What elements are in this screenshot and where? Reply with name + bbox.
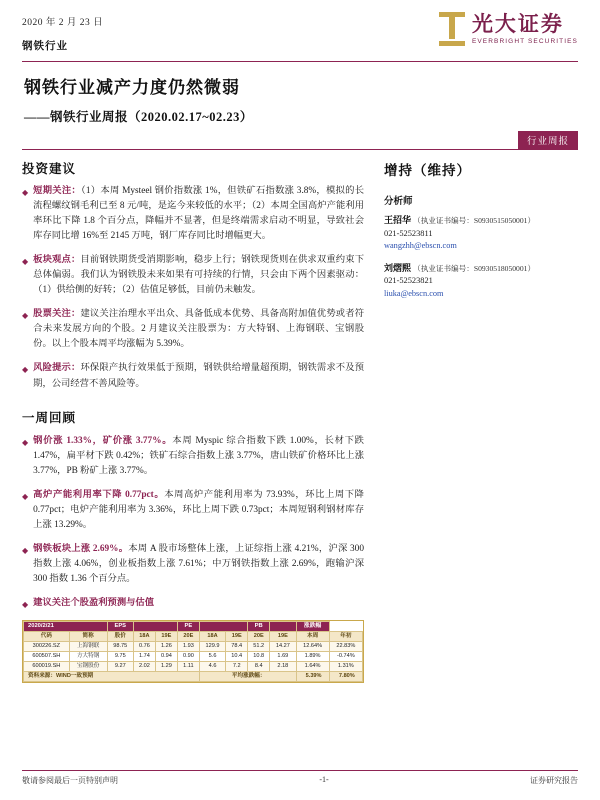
rating-label: 增持（维持）: [384, 163, 471, 178]
cell-pe-18a: 4.6: [199, 662, 225, 672]
footer-left: 敬请参阅最后一页特别声明: [22, 776, 118, 785]
analyst-name: 刘熠熙: [384, 262, 412, 273]
header-left: [22, 12, 103, 53]
cell-eps-18a: 2.02: [133, 662, 155, 672]
cell-chg-ytd: 1.31%: [329, 662, 362, 672]
logo-text-en: EVERBRIGHT SECURITIES: [471, 37, 578, 45]
table-col-header: 20E: [177, 632, 199, 642]
analyst-phone: 021-52523821: [384, 276, 433, 286]
advice-item: [22, 307, 364, 352]
diamond-bullet-icon: ◆: [22, 311, 29, 321]
advice-label: 股票关注：: [33, 309, 81, 320]
badge-row: [22, 131, 578, 149]
table-source-note: 资料来源：WIND一致预期: [24, 672, 200, 682]
page-title: 钢铁行业减产力度仍然微弱: [24, 78, 240, 97]
valuation-table: [22, 620, 364, 683]
review-text: 本周 A 股市场整体上涨，上证综指上涨 4.21%，沪深 300 指数上涨 4.06%，创业板指数上涨 7.61%；中万钢铁指数上涨 2.69%，跑输沪深 300 指数 1.36 个百分点。: [33, 543, 364, 584]
advice-text: （1）本周 Mysteel 钢价指数涨 1%，但铁矿石指数涨 3.8%，模拟的长流程螺纹钢毛利已至 8 元/吨，是迄今来较低的水平；（2）本周全国高炉产能利用率环比下降 1.8 个百分点，降幅并不显著，但是终端需求启动不明显，导致社会库存同比增 16%至 2145 万吨，钢厂库存同比时增幅更大。: [33, 186, 364, 242]
diamond-bullet-icon: ◆: [22, 257, 29, 267]
analyst-email[interactable]: wangzhh@ebscn.com: [384, 241, 457, 251]
report-date: 2020 年 2 月 23 日: [22, 18, 104, 28]
logo-text-cn: 光大证券: [471, 12, 564, 36]
table-col-header: 20E: [248, 632, 270, 642]
table-row: [24, 642, 363, 652]
table-col-header: 19E: [226, 632, 248, 642]
diamond-bullet-icon: ◆: [22, 365, 29, 375]
diamond-bullet-icon: ◆: [22, 188, 29, 197]
cell-code: 600019.SH: [24, 662, 70, 672]
review-text: 本周高炉产能利用率为 73.93%，环比上周下降 0.77pct；电炉产能利用率为 3.36%，环比上周下跌 0.73pct；本周短钢利钢材库存上涨 13.29%。: [33, 489, 364, 530]
cell-pe-20e: 8.4: [248, 662, 270, 672]
diamond-bullet-icon: ◆: [22, 491, 29, 501]
table-avg-label: 平均涨跌幅：: [199, 672, 296, 682]
table-footer-row: [24, 672, 363, 682]
table-col-header: 19E: [155, 632, 177, 642]
cell-pe-18a: 5.6: [199, 652, 225, 662]
table-col-header: 19E: [270, 632, 296, 642]
analyst-cert: （执业证书编号：S0930515050001）: [413, 216, 536, 225]
analyst-name: 王招华: [384, 215, 412, 225]
cell-eps-19e: 0.94: [155, 652, 177, 662]
cell-pe-20e: 51.2: [248, 642, 270, 652]
review-label: 钢铁板块上涨 2.69%。: [33, 543, 129, 554]
logo-mark-icon: [439, 12, 465, 46]
advice-text: 建议关注治理水平出众、具备低成本优势、具备高附加值优势或者符合未来发展方向的个股。2 月建议关注股票为：方大特钢、上海钢联、宝钢股份。以上个股本周平均涨幅为 5.39%。: [33, 309, 364, 350]
table-group-header: PB: [248, 622, 270, 632]
advice-label: 风险提示：: [33, 363, 81, 374]
header-divider: [22, 61, 578, 62]
table-avg-week: 5.39%: [296, 672, 329, 682]
analyst-email[interactable]: liuka@ebscn.com: [384, 288, 444, 298]
cell-name: 方大特钢: [69, 652, 107, 662]
section-heading-review: 一周回顾: [22, 410, 77, 425]
table-group-header: 涨跌幅: [296, 622, 329, 632]
table-col-header: 股价: [107, 632, 133, 642]
table-avg-ytd: 7.80%: [329, 672, 362, 682]
main-column: [22, 159, 374, 683]
advice-text: 目前钢铁期货受消期影响，稳步上行；钢铁现货则在供求双重约束下总体偏弱。我们认为钢铁股未来如果有可持续的行情，只会由下两个因素驱动：（1）供给侧的好转；（2）估值足够低，目前仍未触发。: [33, 255, 364, 296]
analyst-phone: 021-52523811: [384, 228, 433, 238]
diamond-bullet-icon: ◆: [22, 545, 29, 555]
table-col-header: 代码: [24, 632, 70, 642]
cell-price: 9.27: [107, 662, 133, 672]
table-row: [24, 652, 363, 662]
review-item: [22, 542, 364, 587]
cell-code: 600507.SH: [24, 652, 70, 662]
cell-eps-19e: 1.29: [155, 662, 177, 672]
diamond-bullet-icon: ◆: [22, 437, 29, 447]
cell-chg-week: 1.89%: [296, 652, 329, 662]
cell-eps-18a: 1.74: [133, 652, 155, 662]
cell-code: 300226.SZ: [24, 642, 70, 652]
table-row: [24, 662, 363, 672]
cell-pb-19e: 14.27: [270, 642, 296, 652]
cell-pe-19e: 78.4: [226, 642, 248, 652]
page-subtitle: ——钢铁行业周报（2020.02.17~02.23）: [24, 110, 253, 124]
analyst-heading: 分析师: [384, 197, 413, 207]
company-logo: [439, 12, 578, 46]
advice-text: 环保限产执行效果低于预期，钢铁供给增量超预期，钢铁需求不及预期，公司经营不善风险等。: [33, 363, 364, 389]
review-label: 钢价涨 1.33%，矿价涨 3.77%。: [33, 435, 173, 446]
footer-divider: [22, 770, 578, 771]
report-type-badge: 行业周报: [518, 131, 578, 149]
cell-price: 98.75: [107, 642, 133, 652]
footer-right: 证券研究报告: [529, 776, 578, 785]
cell-eps-20e: 1.93: [177, 642, 199, 652]
review-text: 本周 Myspic 综合指数下跌 1.00%，长材下跌 1.47%，扁平材下跌 0.42%；铁矿石综合指数上涨 3.77%，唐山铁矿价格环比上涨 3.77%，PB 粉矿上涨 3.77%。: [33, 435, 364, 476]
page-footer: [22, 770, 578, 786]
side-column: [374, 159, 578, 683]
analyst-block: [384, 214, 578, 253]
advice-label: 短期关注：: [33, 186, 81, 196]
cell-chg-week: 12.64%: [296, 642, 329, 652]
table-date-cell: 2020/2/21: [24, 622, 108, 632]
cell-chg-ytd: -0.74%: [329, 652, 362, 662]
cell-pb-19e: 1.69: [270, 652, 296, 662]
advice-label: 板块观点：: [33, 255, 81, 266]
cell-name: 上海钢联: [69, 642, 107, 652]
table-col-header: 18A: [133, 632, 155, 642]
page-header: [22, 12, 578, 53]
table-heading-row: [22, 596, 364, 611]
title-divider: [22, 149, 578, 150]
footer-page-number: -1-: [319, 775, 329, 784]
cell-pb-19e: 2.18: [270, 662, 296, 672]
cell-pe-19e: 7.2: [226, 662, 248, 672]
table-group-header: EPS: [107, 622, 133, 632]
cell-pe-19e: 10.4: [226, 652, 248, 662]
cell-eps-19e: 1.26: [155, 642, 177, 652]
analyst-cert: （执业证书编号：S0930518050001）: [413, 263, 536, 273]
table-col-header: 简称: [69, 632, 107, 642]
analyst-block: [384, 262, 578, 301]
cell-price: 9.75: [107, 652, 133, 662]
cell-pe-20e: 10.8: [248, 652, 270, 662]
table-heading: 建议关注个股盈利预测与估值: [33, 597, 155, 608]
cell-eps-20e: 1.11: [177, 662, 199, 672]
advice-item: [22, 361, 364, 391]
cell-eps-18a: 0.76: [133, 642, 155, 652]
cell-chg-week: 1.64%: [296, 662, 329, 672]
table-col-header: 本周: [296, 632, 329, 642]
cell-chg-ytd: 22.83%: [329, 642, 362, 652]
section-heading-advice: 投资建议: [22, 162, 77, 176]
cell-eps-20e: 0.90: [177, 652, 199, 662]
table-col-header: 18A: [199, 632, 225, 642]
table-col-header: 年初: [329, 632, 362, 642]
industry-label: 钢铁行业: [22, 41, 68, 52]
table-group-header: PE: [177, 622, 199, 632]
diamond-bullet-icon: ◆: [22, 599, 29, 609]
advice-item: [22, 184, 364, 244]
review-item: [22, 488, 364, 533]
cell-name: 宝钢股份: [69, 662, 107, 672]
review-label: 高炉产能利用率下降 0.77pct。: [33, 489, 165, 500]
body-columns: [22, 159, 578, 683]
cell-pe-18a: 129.9: [199, 642, 225, 652]
advice-item: [22, 253, 364, 298]
review-item: [22, 434, 364, 479]
